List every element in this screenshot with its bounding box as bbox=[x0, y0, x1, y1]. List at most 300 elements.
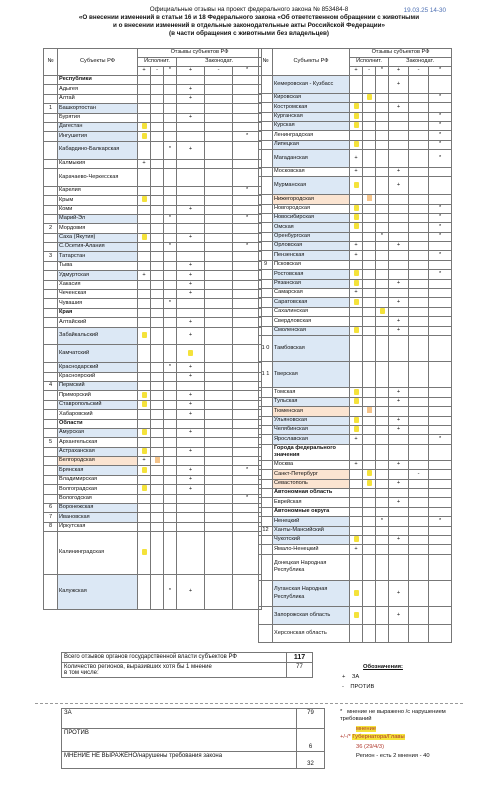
leg-plus-cell bbox=[177, 186, 205, 195]
row-number bbox=[259, 479, 273, 488]
row-number bbox=[259, 388, 273, 397]
leg-plus-cell: + bbox=[389, 103, 409, 112]
row-number bbox=[259, 317, 273, 326]
exec-minus-cell bbox=[363, 204, 376, 213]
row-number: 1 0 bbox=[259, 335, 273, 361]
exec-plus-cell bbox=[138, 513, 151, 522]
leg-plus-cell: + bbox=[177, 141, 205, 159]
legend2-hl1-text: мнение bbox=[356, 726, 377, 732]
exec-star-cell bbox=[376, 507, 389, 516]
exec-plus-cell: + bbox=[350, 545, 363, 554]
leg-minus-cell bbox=[409, 335, 429, 361]
row-number bbox=[44, 327, 58, 345]
exec-plus-cell bbox=[138, 168, 151, 186]
leg-star-cell: * bbox=[233, 243, 262, 252]
leg-minus-cell bbox=[409, 397, 429, 406]
row-number bbox=[259, 140, 273, 149]
yellow-highlight-mark bbox=[142, 401, 147, 407]
exec-minus-cell bbox=[151, 363, 164, 372]
exec-minus-cell bbox=[151, 122, 164, 131]
region-row bbox=[44, 132, 262, 141]
region-name: Орловская bbox=[273, 242, 350, 251]
exec-minus-cell bbox=[363, 397, 376, 406]
leg-plus-cell bbox=[177, 132, 205, 141]
leg-plus-cell bbox=[389, 554, 409, 580]
leg-star-cell: * bbox=[429, 131, 452, 140]
region-name: Чукотский bbox=[273, 536, 350, 545]
leg-plus-cell bbox=[177, 438, 205, 447]
region-name: Ямало-Ненецкий bbox=[273, 545, 350, 554]
exec-plus-cell bbox=[138, 410, 151, 419]
leg-minus-cell bbox=[205, 466, 233, 475]
region-row bbox=[259, 317, 452, 326]
section-divider bbox=[35, 703, 463, 704]
row-number: 9 bbox=[259, 260, 273, 269]
leg-plus-cell: + bbox=[389, 167, 409, 176]
leg-star-cell: * bbox=[429, 435, 452, 444]
left-reviews-table bbox=[43, 48, 262, 610]
region-name: Кировская bbox=[273, 93, 350, 102]
row-number bbox=[44, 141, 58, 159]
leg-minus-cell bbox=[409, 298, 429, 307]
leg-star-cell bbox=[429, 470, 452, 479]
region-row bbox=[44, 494, 262, 503]
region-name: Удмуртская bbox=[58, 271, 138, 280]
leg-plus-cell bbox=[389, 470, 409, 479]
yellow-highlight-mark bbox=[380, 308, 385, 314]
leg-minus-cell bbox=[409, 416, 429, 425]
region-name: Волгоградская bbox=[58, 485, 138, 494]
leg-plus-cell: + bbox=[389, 326, 409, 335]
exec-star-cell bbox=[376, 279, 389, 288]
exec-star-cell bbox=[164, 233, 177, 242]
region-row bbox=[44, 391, 262, 400]
summary-count-label: Количество регионов, выразивших хотя бы 1 мнение bbox=[64, 664, 212, 670]
exec-star-cell bbox=[164, 447, 177, 456]
yellow-highlight-mark bbox=[142, 467, 147, 473]
leg-minus-cell bbox=[205, 522, 233, 531]
region-row bbox=[259, 326, 452, 335]
exec-star-cell bbox=[376, 388, 389, 397]
exec-minus-cell bbox=[151, 104, 164, 113]
leg-plus-cell: + bbox=[389, 76, 409, 94]
region-name: Брянская bbox=[58, 466, 138, 475]
leg-plus-cell bbox=[389, 195, 409, 204]
leg-minus-cell bbox=[205, 419, 233, 428]
exec-minus-cell bbox=[151, 159, 164, 168]
exec-minus-cell bbox=[363, 223, 376, 232]
yellow-highlight-mark bbox=[142, 234, 147, 240]
leg-star-cell: * bbox=[233, 132, 262, 141]
leg-minus-cell bbox=[409, 536, 429, 545]
yellow-highlight-mark bbox=[354, 536, 359, 542]
exec-star-cell: * bbox=[164, 299, 177, 308]
leg-plus-cell bbox=[389, 150, 409, 168]
exec-minus-cell bbox=[151, 280, 164, 289]
leg-plus-cell bbox=[177, 196, 205, 205]
yellow-highlight-mark bbox=[354, 590, 359, 596]
exec-plus-cell bbox=[350, 444, 363, 460]
leg-plus-cell bbox=[177, 299, 205, 308]
row-number bbox=[44, 372, 58, 381]
exec-minus-cell bbox=[363, 517, 376, 526]
exec-minus-cell bbox=[363, 76, 376, 94]
region-name: Красноярский bbox=[58, 372, 138, 381]
exec-star-cell bbox=[376, 435, 389, 444]
exec-star-cell bbox=[376, 76, 389, 94]
row-number bbox=[259, 517, 273, 526]
exec-plus-cell bbox=[138, 327, 151, 345]
col-exec-header: Исполнит. bbox=[350, 58, 389, 67]
leg-minus-cell: - bbox=[409, 470, 429, 479]
region-name: Ярославская bbox=[273, 435, 350, 444]
exec-minus-cell bbox=[363, 536, 376, 545]
yellow-highlight-mark bbox=[354, 280, 359, 286]
region-name: Севастополь bbox=[273, 479, 350, 488]
exec-plus-cell bbox=[350, 76, 363, 94]
region-name: Костромская bbox=[273, 103, 350, 112]
row-number bbox=[259, 425, 273, 434]
exec-star-cell bbox=[164, 345, 177, 363]
exec-minus-cell bbox=[363, 507, 376, 516]
region-row bbox=[259, 76, 452, 94]
exec-plus-cell bbox=[138, 280, 151, 289]
leg-plus-cell bbox=[177, 532, 205, 575]
region-row bbox=[259, 232, 452, 241]
col-num-header: № bbox=[44, 49, 58, 76]
legend2-sym: +/-/* bbox=[340, 734, 351, 740]
leg-plus-cell bbox=[389, 270, 409, 279]
yellow-highlight-mark bbox=[354, 270, 359, 276]
leg-plus-cell bbox=[389, 131, 409, 140]
row-number bbox=[259, 76, 273, 94]
region-row bbox=[259, 167, 452, 176]
exec-star-cell bbox=[164, 513, 177, 522]
region-name: Мордовия bbox=[58, 224, 138, 233]
leg-minus-cell bbox=[205, 243, 233, 252]
leg-minus-cell bbox=[205, 224, 233, 233]
exec-minus-cell bbox=[363, 289, 376, 298]
region-row bbox=[259, 112, 452, 121]
exec-star-cell bbox=[164, 381, 177, 390]
region-name: Татарстан bbox=[58, 252, 138, 261]
exec-minus-cell bbox=[363, 150, 376, 168]
exec-star-cell: * bbox=[164, 575, 177, 610]
leg-plus-cell bbox=[177, 159, 205, 168]
region-name: Ленинградская bbox=[273, 131, 350, 140]
region-name: Саха (Якутия) bbox=[58, 233, 138, 242]
col-num-header: № bbox=[259, 49, 273, 76]
row-number bbox=[259, 298, 273, 307]
region-row bbox=[44, 513, 262, 522]
region-row bbox=[259, 460, 452, 469]
leg-minus-cell bbox=[409, 112, 429, 121]
exec-star-cell bbox=[376, 307, 389, 316]
exec-star-cell bbox=[164, 419, 177, 428]
region-row bbox=[259, 121, 452, 130]
summary-total-row bbox=[62, 653, 313, 663]
region-row bbox=[259, 517, 452, 526]
exec-star-cell bbox=[164, 224, 177, 233]
leg-plus-cell: + bbox=[177, 113, 205, 122]
exec-minus-cell bbox=[363, 140, 376, 149]
exec-plus-cell bbox=[350, 213, 363, 222]
exec-star-cell: * bbox=[164, 363, 177, 372]
region-row bbox=[44, 345, 262, 363]
region-name: Тульская bbox=[273, 397, 350, 406]
region-row bbox=[259, 270, 452, 279]
region-row bbox=[259, 177, 452, 195]
region-row bbox=[259, 150, 452, 168]
leg-minus-cell bbox=[205, 205, 233, 214]
region-name: Омская bbox=[273, 223, 350, 232]
exec-minus-cell bbox=[363, 232, 376, 241]
leg-plus-cell bbox=[177, 457, 205, 466]
row-number bbox=[44, 400, 58, 409]
legend2-hl2: Губернатора/Главы bbox=[352, 734, 405, 740]
exec-minus-cell bbox=[151, 233, 164, 242]
region-row bbox=[44, 113, 262, 122]
yellow-highlight-mark bbox=[142, 332, 147, 338]
exec-minus-cell bbox=[363, 251, 376, 260]
leg-plus-cell: + bbox=[389, 460, 409, 469]
leg-plus-cell bbox=[177, 214, 205, 223]
region-name: Ненецкий bbox=[273, 517, 350, 526]
exec-star-cell bbox=[164, 94, 177, 103]
leg-minus-cell bbox=[409, 517, 429, 526]
leg-star-cell bbox=[429, 242, 452, 251]
exec-minus-cell bbox=[363, 270, 376, 279]
exec-minus-cell bbox=[363, 498, 376, 507]
leg-minus-cell bbox=[409, 580, 429, 606]
group-heading: Автономная область bbox=[273, 489, 350, 498]
row-number bbox=[259, 93, 273, 102]
exec-plus-cell bbox=[350, 204, 363, 213]
exec-star-cell bbox=[164, 113, 177, 122]
leg-plus-cell: + bbox=[177, 363, 205, 372]
exec-star-cell bbox=[376, 416, 389, 425]
leg-plus-cell: + bbox=[177, 372, 205, 381]
legend2-star-text: мнение не выражено /с нарушением требований bbox=[340, 709, 446, 722]
row-number bbox=[259, 536, 273, 545]
leg-minus-cell bbox=[409, 76, 429, 94]
exec-minus-cell bbox=[363, 362, 376, 388]
leg-plus-cell bbox=[389, 251, 409, 260]
leg-plus-cell bbox=[389, 489, 409, 498]
leg-plus-cell: + bbox=[177, 261, 205, 270]
exec-star-cell bbox=[164, 494, 177, 503]
leg-plus-cell: + bbox=[177, 410, 205, 419]
region-row bbox=[259, 545, 452, 554]
row-number: 4 bbox=[44, 381, 58, 390]
region-row bbox=[44, 400, 262, 409]
exec-minus-cell bbox=[151, 214, 164, 223]
region-name: Ставропольский bbox=[58, 400, 138, 409]
exec-plus-cell bbox=[138, 522, 151, 531]
region-name: Калмыкия bbox=[58, 159, 138, 168]
row-number bbox=[259, 607, 273, 625]
exec-plus-cell bbox=[350, 307, 363, 316]
row-number bbox=[44, 363, 58, 372]
leg-minus-cell bbox=[205, 457, 233, 466]
leg-plus-cell bbox=[389, 112, 409, 121]
leg-plus-cell: + bbox=[389, 479, 409, 488]
summary-count-cell bbox=[62, 663, 287, 678]
leg-minus-cell bbox=[205, 76, 233, 85]
exec-minus-cell bbox=[363, 298, 376, 307]
row-number bbox=[259, 103, 273, 112]
region-row bbox=[259, 298, 452, 307]
region-row bbox=[44, 94, 262, 103]
leg-minus-cell bbox=[409, 507, 429, 516]
exec-plus-cell bbox=[138, 85, 151, 94]
row-number bbox=[44, 159, 58, 168]
exec-minus-cell bbox=[151, 522, 164, 531]
exec-plus-cell bbox=[138, 485, 151, 494]
yellow-highlight-mark bbox=[142, 123, 147, 129]
leg-minus-cell bbox=[409, 624, 429, 642]
col-star-header: * bbox=[164, 67, 177, 76]
leg-plus-cell bbox=[177, 168, 205, 186]
exec-minus-cell bbox=[151, 447, 164, 456]
exec-plus-cell bbox=[138, 252, 151, 261]
region-name: Кемеровская - Кузбасс bbox=[273, 76, 350, 94]
exec-plus-cell bbox=[138, 438, 151, 447]
yellow-highlight-mark bbox=[354, 122, 359, 128]
exec-star-cell bbox=[376, 251, 389, 260]
exec-plus-cell bbox=[350, 362, 363, 388]
leg-minus-cell bbox=[205, 233, 233, 242]
exec-plus-cell: + bbox=[138, 271, 151, 280]
row-number bbox=[44, 428, 58, 437]
exec-plus-cell: + bbox=[138, 457, 151, 466]
region-row bbox=[44, 233, 262, 242]
leg-plus-cell bbox=[389, 545, 409, 554]
exec-minus-cell bbox=[363, 580, 376, 606]
exec-minus-cell bbox=[363, 425, 376, 434]
leg-plus-cell: + bbox=[177, 400, 205, 409]
row-number bbox=[259, 444, 273, 460]
row-number bbox=[259, 213, 273, 222]
exec-minus-cell bbox=[363, 554, 376, 580]
exec-star-cell bbox=[376, 545, 389, 554]
leg-plus-cell bbox=[389, 232, 409, 241]
yellow-highlight-mark bbox=[354, 299, 359, 305]
exec-star-cell bbox=[376, 580, 389, 606]
exec-plus-cell bbox=[138, 400, 151, 409]
region-name: Вологодская bbox=[58, 494, 138, 503]
leg-plus-cell bbox=[177, 494, 205, 503]
exec-plus-cell bbox=[350, 397, 363, 406]
region-row bbox=[259, 93, 452, 102]
row-number bbox=[259, 232, 273, 241]
region-name: Херсонская область bbox=[273, 624, 350, 642]
row-number bbox=[44, 271, 58, 280]
vote-za-row bbox=[62, 709, 325, 729]
row-number: 1 1 bbox=[259, 362, 273, 388]
row-number bbox=[44, 419, 58, 428]
leg-star-cell: * bbox=[429, 251, 452, 260]
region-name: Рязанская bbox=[273, 279, 350, 288]
exec-plus-cell bbox=[350, 335, 363, 361]
leg-star-cell bbox=[429, 444, 452, 460]
group-heading: Края bbox=[58, 308, 138, 317]
exec-star-cell: * bbox=[164, 243, 177, 252]
leg-minus-cell bbox=[409, 177, 429, 195]
exec-plus-cell bbox=[138, 345, 151, 363]
leg-star-cell bbox=[429, 289, 452, 298]
leg-minus-cell bbox=[409, 362, 429, 388]
leg-star-cell bbox=[429, 317, 452, 326]
row-number bbox=[259, 204, 273, 213]
leg-minus-cell bbox=[205, 290, 233, 299]
exec-plus-cell: + bbox=[138, 159, 151, 168]
region-name: Алтай bbox=[58, 94, 138, 103]
row-number bbox=[259, 131, 273, 140]
exec-star-cell bbox=[376, 140, 389, 149]
region-row bbox=[259, 195, 452, 204]
exec-plus-cell bbox=[138, 428, 151, 437]
leg-star-cell: * bbox=[429, 223, 452, 232]
exec-minus-cell bbox=[363, 388, 376, 397]
row-number bbox=[259, 554, 273, 580]
exec-minus-cell bbox=[151, 318, 164, 327]
exec-minus-cell bbox=[151, 261, 164, 270]
col-plus-header: + bbox=[389, 67, 409, 76]
vote-protiv-row bbox=[62, 729, 325, 752]
exec-star-cell bbox=[376, 317, 389, 326]
exec-star-cell bbox=[164, 327, 177, 345]
yellow-highlight-mark bbox=[142, 485, 147, 491]
exec-star-cell bbox=[164, 168, 177, 186]
exec-star-cell bbox=[376, 270, 389, 279]
exec-minus-cell bbox=[151, 438, 164, 447]
row-number bbox=[259, 407, 273, 416]
exec-minus-cell bbox=[151, 532, 164, 575]
exec-minus-cell bbox=[363, 195, 376, 204]
region-row bbox=[44, 504, 262, 513]
region-row bbox=[44, 428, 262, 437]
exec-star-cell bbox=[164, 252, 177, 261]
region-name: Самарская bbox=[273, 289, 350, 298]
row-number bbox=[259, 223, 273, 232]
region-name: Челябинская bbox=[273, 425, 350, 434]
yellow-highlight-mark bbox=[188, 350, 193, 356]
doc-subtitle-line4: (в части обращения с животными без владельцев) bbox=[169, 30, 329, 37]
row-number bbox=[44, 447, 58, 456]
region-name: Краснодарский bbox=[58, 363, 138, 372]
group-heading: Автономные округа bbox=[273, 507, 350, 516]
region-row bbox=[44, 447, 262, 456]
exec-plus-cell bbox=[350, 140, 363, 149]
leg-minus-cell bbox=[409, 326, 429, 335]
exec-star-cell bbox=[164, 391, 177, 400]
region-name: Ханты-Мансийский bbox=[273, 526, 350, 535]
legend-minus-row bbox=[342, 684, 374, 690]
exec-minus-cell bbox=[151, 141, 164, 159]
exec-minus-cell bbox=[151, 345, 164, 363]
region-name: Еврейская bbox=[273, 498, 350, 507]
orange-highlight-mark bbox=[155, 457, 160, 463]
row-number bbox=[259, 624, 273, 642]
region-row bbox=[44, 252, 262, 261]
region-name: Санкт-Петербург bbox=[273, 470, 350, 479]
leg-star-cell bbox=[429, 298, 452, 307]
leg-star-cell bbox=[429, 624, 452, 642]
exec-minus-cell bbox=[151, 224, 164, 233]
leg-plus-cell bbox=[389, 526, 409, 535]
exec-plus-cell: + bbox=[350, 242, 363, 251]
